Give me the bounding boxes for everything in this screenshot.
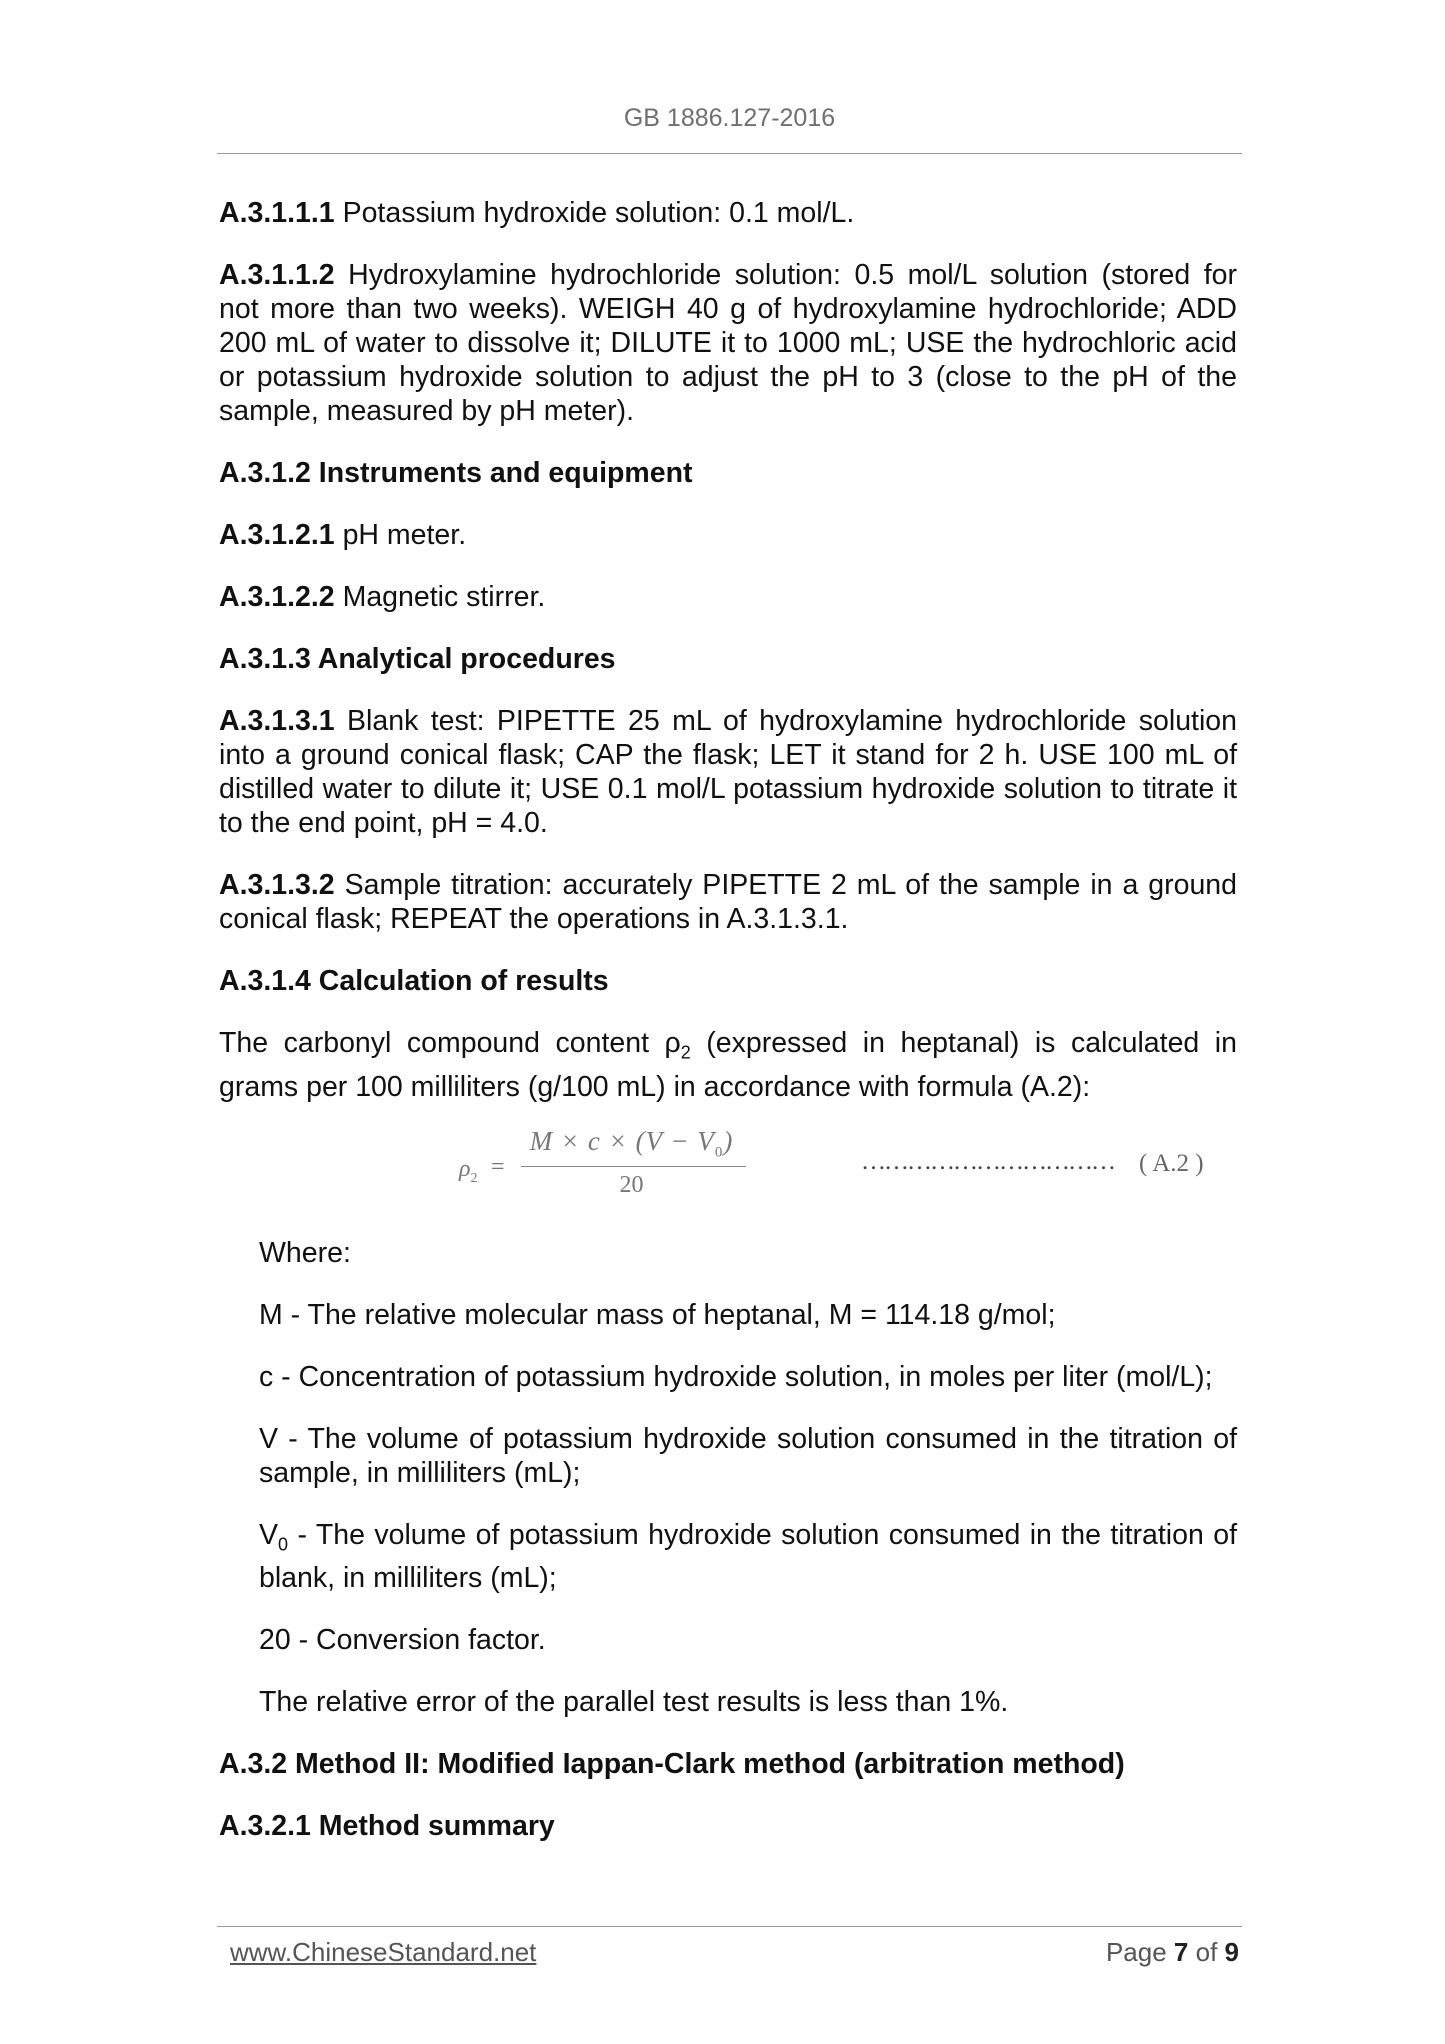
page-indicator: Page 7 of 9: [1105, 1937, 1239, 1967]
fraction-bar: [521, 1166, 746, 1167]
document-code-header: GB 1886.127-2016: [623, 104, 836, 132]
current-page: 7: [1173, 1937, 1189, 1967]
document-body: [219, 196, 1237, 1871]
clause-a31122: [219, 580, 1237, 614]
variable-v0: $V_0$ - The volume of potassium hydroxide solution consumed in the titration of blank, in milliliters (mL);: [259, 1518, 1237, 1595]
clause-number: A.3.1.2.2: [219, 581, 335, 613]
heading-analytical-procedures: A.3.1.3 Analytical procedures: [219, 643, 616, 675]
heading-instruments: A.3.1.2 Instruments and equipment: [219, 457, 693, 489]
clause-a31111: [219, 196, 1237, 230]
clause-text: Sample titration: accurately PIPETTE 2 mL of the sample in a ground conical flask; REPEAT the operations in A.3.1.3.1.: [219, 869, 1237, 935]
variable-m: M - The relative molecular mass of heptanal, M = 114.18 g/mol;: [259, 1298, 1056, 1331]
relative-error-note: The relative error of the parallel test results is less than 1%.: [259, 1686, 1009, 1719]
variable-v: V - The volume of potassium hydroxide solution consumed in the titration of sample, in milliliters (mL);: [259, 1422, 1237, 1489]
heading-method-summary: A.3.2.1 Method summary: [219, 1810, 555, 1843]
clause-a31112: [219, 258, 1237, 428]
clause-a31131: [219, 704, 1237, 840]
clause-text: Potassium hydroxide solution: 0.1 mol/L.: [334, 197, 855, 229]
formula-label: ( A.2 ): [1139, 1149, 1204, 1177]
clause-a31121: [219, 518, 1237, 552]
clause-a31132: [219, 868, 1237, 936]
clause-text: pH meter.: [334, 519, 467, 551]
clause-text: Hydroxylamine hydrochloride solution: 0.5 mol/L solution (stored for not more than two weeks). WEIGH 40 g of hydroxylamine hydrochloride; ADD 200 mL of water to dissolve it; DILUTE it to 1000 mL; USE the hydrochloric acid or potassium hydroxide solution to adjust the pH to 3 (close to the pH of the sample, measured by pH meter).: [219, 259, 1237, 427]
website-link[interactable]: www.ChineseStandard.net: [230, 1937, 537, 1967]
total-pages: 9: [1224, 1937, 1239, 1967]
clause-number: A.3.1.2.1: [219, 519, 335, 551]
clause-text: Magnetic stirrer.: [334, 581, 546, 613]
heading-calculation: A.3.1.4 Calculation of results: [219, 965, 609, 997]
variable-20: 20 - Conversion factor.: [259, 1624, 546, 1657]
clause-number: A.3.1.3.2: [219, 869, 335, 901]
clause-number: A.3.1.1.2: [219, 259, 335, 291]
calculation-intro: The carbonyl compound content $\rho_2$ (expressed in heptanal) is calculated in grams per 100 milliliters (g/100 mL) in accordance with formula (A.2):: [219, 1027, 1237, 1103]
where-label: Where:: [259, 1236, 351, 1269]
formula-denominator: 20: [619, 1171, 644, 1198]
formula-a2: [219, 1126, 1237, 1228]
formula-equals: =: [491, 1153, 505, 1180]
formula-lhs: $\rho_2$: [459, 1155, 478, 1186]
footer-rule: [217, 1926, 1242, 1927]
formula-leader-dots: ……………………………: [861, 1147, 1114, 1175]
clause-text: Blank test: PIPETTE 25 mL of hydroxylamine hydrochloride solution into a ground conical flask; CAP the flask; LET it stand for 2 h. USE 100 mL of distilled water to dilute it; USE 0.1 mol/L potassium hydroxide solution to titrate it to the end point, pH = 4.0.: [219, 705, 1237, 839]
clause-number: A.3.1.1.1: [219, 197, 335, 229]
formula-numerator: $M \times c \times (V - V_0)$: [529, 1125, 734, 1161]
header-rule: [217, 153, 1242, 154]
clause-number: A.3.1.3.1: [219, 705, 335, 737]
heading-method-ii: A.3.2 Method II: Modified Iappan-Clark method (arbitration method): [219, 1748, 1125, 1781]
variable-c: c - Concentration of potassium hydroxide solution, in moles per liter (mol/L);: [259, 1360, 1213, 1393]
